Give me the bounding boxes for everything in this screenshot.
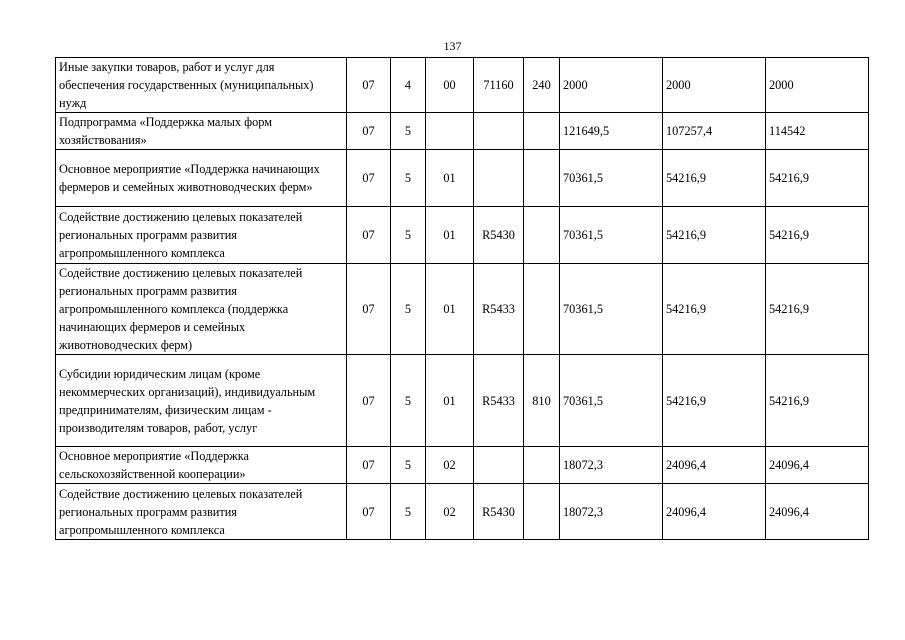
amount-year3-cell: 24096,4 bbox=[766, 484, 869, 540]
program-code-cell: 5 bbox=[391, 264, 426, 355]
amount-year1-cell: 70361,5 bbox=[560, 264, 663, 355]
program-code-cell: 4 bbox=[391, 58, 426, 113]
page-number: 137 bbox=[443, 39, 462, 53]
program-code-cell: 5 bbox=[391, 355, 426, 447]
expense-type-cell bbox=[524, 150, 560, 207]
section-code-cell: 07 bbox=[347, 150, 391, 207]
row-name-cell: Основное мероприятие «Поддержка начинающих фермеров и семейных животноводческих ферм» bbox=[56, 150, 347, 207]
table-row bbox=[56, 207, 869, 264]
direction-code-cell: R5433 bbox=[474, 355, 524, 447]
expense-type-cell bbox=[524, 264, 560, 355]
amount-year2-cell: 2000 bbox=[663, 58, 766, 113]
amount-year2-cell: 54216,9 bbox=[663, 355, 766, 447]
section-code-cell: 07 bbox=[347, 355, 391, 447]
section-code-cell: 07 bbox=[347, 58, 391, 113]
amount-year2-cell: 107257,4 bbox=[663, 113, 766, 150]
amount-year1-cell: 2000 bbox=[560, 58, 663, 113]
table-row bbox=[56, 113, 869, 150]
expense-type-cell bbox=[524, 207, 560, 264]
row-name-cell: Иные закупки товаров, работ и услуг для обеспечения государственных (муниципальных) нужд bbox=[56, 58, 347, 113]
row-name-cell: Содействие достижению целевых показателей региональных программ развития агропромышленного комплекса bbox=[56, 484, 347, 540]
row-name-cell: Подпрограмма «Поддержка малых форм хозяйствования» bbox=[56, 113, 347, 150]
direction-code-cell: R5430 bbox=[474, 484, 524, 540]
expense-type-cell bbox=[524, 484, 560, 540]
amount-year1-cell: 70361,5 bbox=[560, 207, 663, 264]
table-row bbox=[56, 447, 869, 484]
direction-code-cell: 71160 bbox=[474, 58, 524, 113]
program-code-cell: 5 bbox=[391, 447, 426, 484]
table-row bbox=[56, 150, 869, 207]
amount-year1-cell: 121649,5 bbox=[560, 113, 663, 150]
subprogram-code-cell: 00 bbox=[426, 58, 474, 113]
expense-type-cell bbox=[524, 113, 560, 150]
amount-year2-cell: 54216,9 bbox=[663, 150, 766, 207]
table-row bbox=[56, 355, 869, 447]
section-code-cell: 07 bbox=[347, 113, 391, 150]
amount-year2-cell: 54216,9 bbox=[663, 207, 766, 264]
subprogram-code-cell: 02 bbox=[426, 447, 474, 484]
expense-type-cell bbox=[524, 447, 560, 484]
amount-year1-cell: 18072,3 bbox=[560, 484, 663, 540]
amount-year2-cell: 54216,9 bbox=[663, 264, 766, 355]
subprogram-code-cell: 02 bbox=[426, 484, 474, 540]
amount-year2-cell: 24096,4 bbox=[663, 447, 766, 484]
subprogram-code-cell: 01 bbox=[426, 264, 474, 355]
section-code-cell: 07 bbox=[347, 207, 391, 264]
amount-year1-cell: 18072,3 bbox=[560, 447, 663, 484]
program-code-cell: 5 bbox=[391, 113, 426, 150]
table-row bbox=[56, 58, 869, 113]
program-code-cell: 5 bbox=[391, 207, 426, 264]
amount-year3-cell: 54216,9 bbox=[766, 150, 869, 207]
section-code-cell: 07 bbox=[347, 447, 391, 484]
row-name-cell: Субсидии юридическим лицам (кроме некоммерческих организаций), индивидуальным предпринимателям, физическим лицам - производителям товаров, работ, услуг bbox=[56, 355, 347, 447]
row-name-cell: Содействие достижению целевых показателей региональных программ развития агропромышленного комплекса bbox=[56, 207, 347, 264]
row-name-cell: Основное мероприятие «Поддержка сельскохозяйственной кооперации» bbox=[56, 447, 347, 484]
table-row bbox=[56, 484, 869, 540]
direction-code-cell bbox=[474, 113, 524, 150]
amount-year1-cell: 70361,5 bbox=[560, 355, 663, 447]
amount-year3-cell: 54216,9 bbox=[766, 207, 869, 264]
direction-code-cell bbox=[474, 447, 524, 484]
amount-year3-cell: 24096,4 bbox=[766, 447, 869, 484]
direction-code-cell: R5433 bbox=[474, 264, 524, 355]
amount-year3-cell: 2000 bbox=[766, 58, 869, 113]
direction-code-cell: R5430 bbox=[474, 207, 524, 264]
amount-year1-cell: 70361,5 bbox=[560, 150, 663, 207]
budget-table bbox=[55, 57, 869, 540]
section-code-cell: 07 bbox=[347, 484, 391, 540]
program-code-cell: 5 bbox=[391, 150, 426, 207]
program-code-cell: 5 bbox=[391, 484, 426, 540]
row-name-cell: Содействие достижению целевых показателей региональных программ развития агропромышленного комплекса (поддержка начинающих фермеров и семейных животноводческих ферм) bbox=[56, 264, 347, 355]
amount-year3-cell: 54216,9 bbox=[766, 264, 869, 355]
amount-year3-cell: 54216,9 bbox=[766, 355, 869, 447]
subprogram-code-cell bbox=[426, 113, 474, 150]
subprogram-code-cell: 01 bbox=[426, 150, 474, 207]
subprogram-code-cell: 01 bbox=[426, 207, 474, 264]
direction-code-cell bbox=[474, 150, 524, 207]
table-row bbox=[56, 264, 869, 355]
expense-type-cell: 810 bbox=[524, 355, 560, 447]
section-code-cell: 07 bbox=[347, 264, 391, 355]
subprogram-code-cell: 01 bbox=[426, 355, 474, 447]
expense-type-cell: 240 bbox=[524, 58, 560, 113]
amount-year2-cell: 24096,4 bbox=[663, 484, 766, 540]
amount-year3-cell: 114542 bbox=[766, 113, 869, 150]
